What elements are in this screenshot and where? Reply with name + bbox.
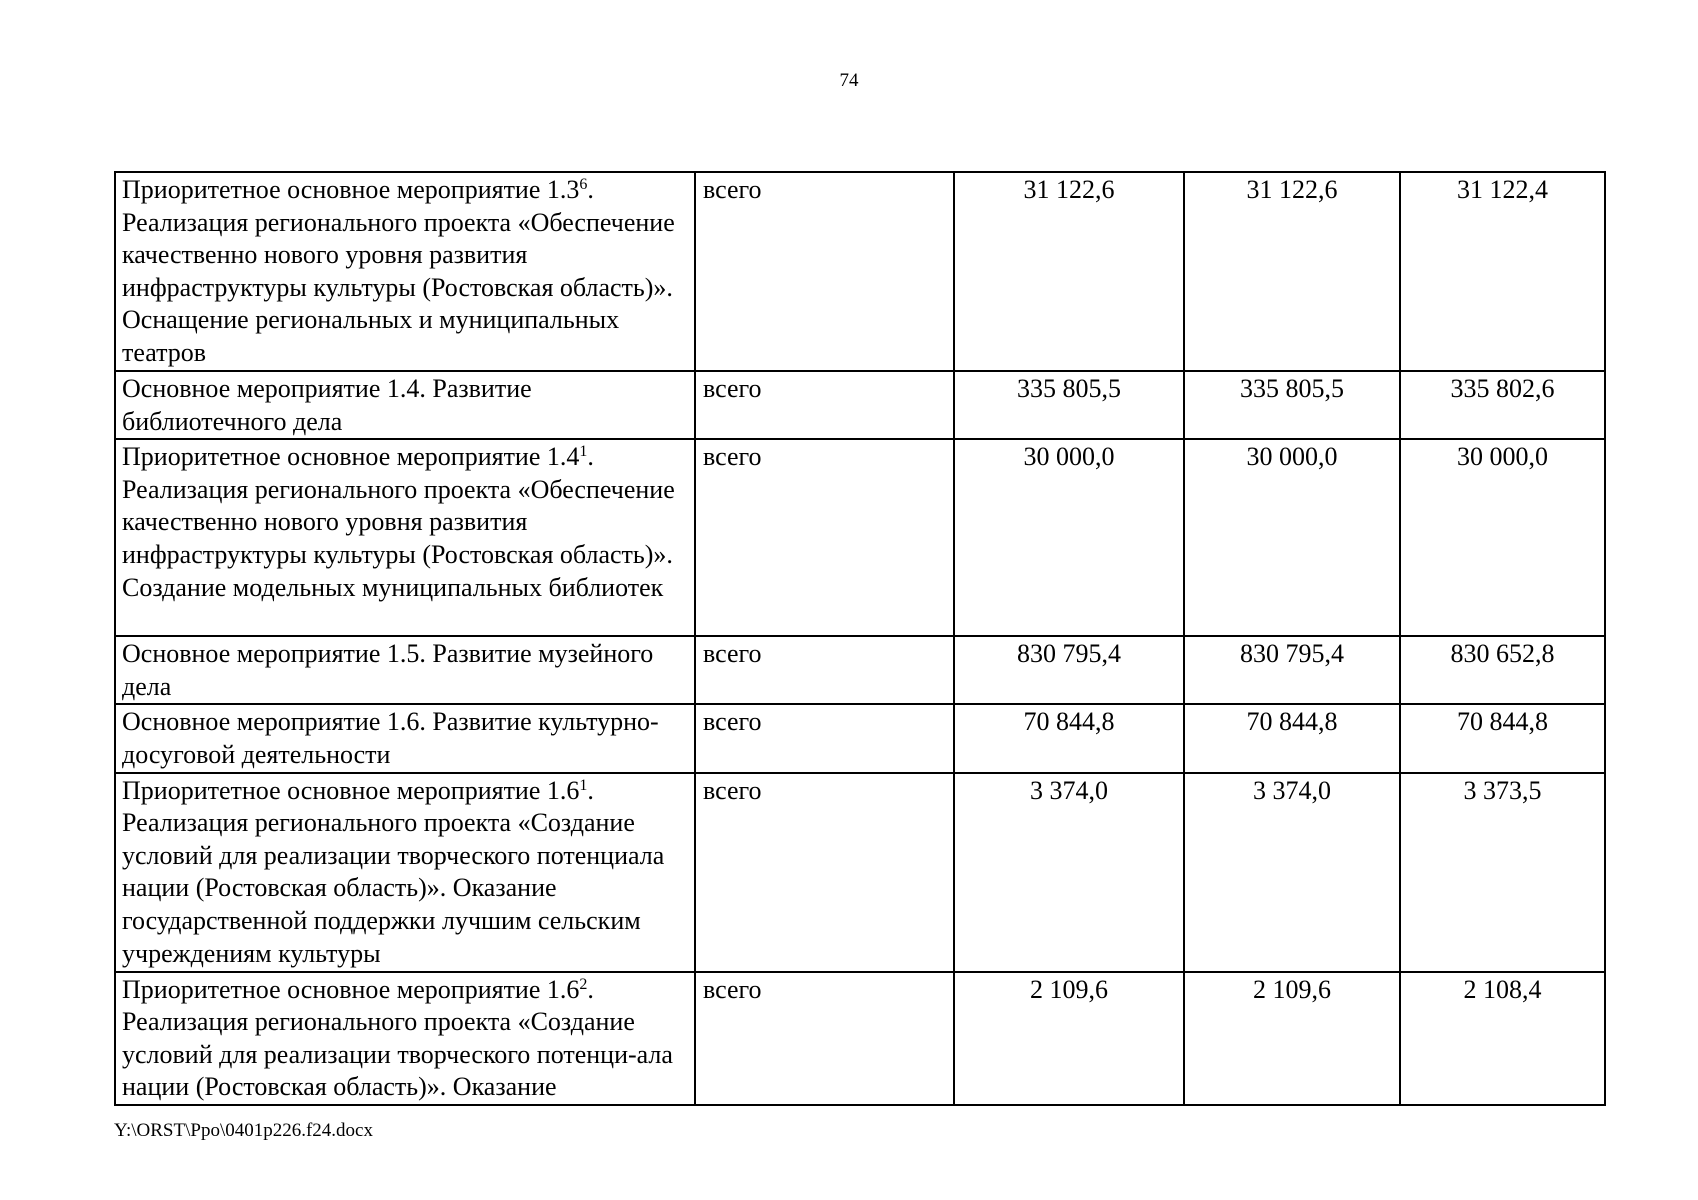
activity-description-cell [115,773,695,972]
page-number: 74 [839,70,859,91]
funding-type-cell: всего [695,704,954,772]
document-file-path: Y:\ORST\Ppo\0401p226.f24.docx [114,1120,373,1141]
activity-details: . Реализация регионального проекта «Обеспечение качественно нового уровня развития инфраструктуры культуры (Ростовская область)». Оснащение региональных и муниципальных театров [122,175,675,367]
footnote-marker: 6 [579,176,588,193]
activity-details: . Реализация регионального проекта «Создание условий для реализации творческого потенци-ала нации (Ростовская область)». Оказание [122,974,673,1102]
funding-type-cell: всего [695,972,954,1105]
funding-type-cell: всего [695,636,954,704]
funding-type-cell: всего [695,773,954,972]
value-cell-3: 31 122,4 [1400,172,1605,371]
table-row [115,972,1605,1105]
activity-description-cell [115,972,695,1105]
activity-details: . Реализация регионального проекта «Обеспечение качественно нового уровня развития инфраструктуры культуры (Ростовская область)». Создание модельных муниципальных библиотек [122,442,675,602]
footnote-marker: 2 [579,975,588,993]
value-cell-3: 30 000,0 [1400,439,1605,636]
value-cell-1: 3 374,0 [954,773,1184,972]
value-cell-2: 70 844,8 [1184,704,1400,772]
value-cell-1: 335 805,5 [954,371,1184,439]
table-row [115,439,1605,636]
activity-description-cell [115,636,695,704]
table-row [115,172,1605,371]
table-row [115,773,1605,972]
footnote-marker: 1 [579,443,588,461]
value-cell-2: 31 122,6 [1184,172,1400,371]
value-cell-2: 830 795,4 [1184,636,1400,704]
value-cell-1: 830 795,4 [954,636,1184,704]
footnote-marker: 1 [579,776,588,794]
value-cell-3: 70 844,8 [1400,704,1605,772]
activity-title: Приоритетное основное мероприятие 1.6 [122,775,580,805]
funding-type-cell: всего [695,439,954,636]
activity-title: Приоритетное основное мероприятие 1.4 [122,442,580,472]
activity-description-cell [115,439,695,636]
value-cell-1: 31 122,6 [954,172,1184,371]
value-cell-3: 830 652,8 [1400,636,1605,704]
value-cell-1: 2 109,6 [954,972,1184,1105]
value-cell-3: 3 373,5 [1400,773,1605,972]
activity-title: Основное мероприятие 1.4. Развитие библиотечного дела [122,374,532,436]
funding-type-cell: всего [695,172,954,371]
value-cell-2: 2 109,6 [1184,972,1400,1105]
value-cell-1: 30 000,0 [954,439,1184,636]
activity-title: Основное мероприятие 1.5. Развитие музейного дела [122,639,654,701]
table-row [115,636,1605,704]
value-cell-2: 30 000,0 [1184,439,1400,636]
value-cell-3: 335 802,6 [1400,371,1605,439]
value-cell-1: 70 844,8 [954,704,1184,772]
activity-title: Приоритетное основное мероприятие 1.6 [122,974,580,1004]
activity-description-cell [115,371,695,439]
activity-title: Основное мероприятие 1.6. Развитие культурно-досуговой деятельности [122,707,659,769]
expenditure-table [114,171,1606,1106]
value-cell-3: 2 108,4 [1400,972,1605,1105]
funding-type-cell: всего [695,371,954,439]
activity-description-cell [115,172,695,371]
activity-description-cell [115,704,695,772]
value-cell-2: 3 374,0 [1184,773,1400,972]
activity-details: . Реализация регионального проекта «Создание условий для реализации творческого потенциала нации (Ростовская область)». Оказание государственной поддержки лучшим сельским учреждениям культуры [122,775,665,968]
activity-title: Приоритетное основное мероприятие 1.3 [122,175,580,204]
table-row [115,371,1605,439]
table-row [115,704,1605,772]
value-cell-2: 335 805,5 [1184,371,1400,439]
